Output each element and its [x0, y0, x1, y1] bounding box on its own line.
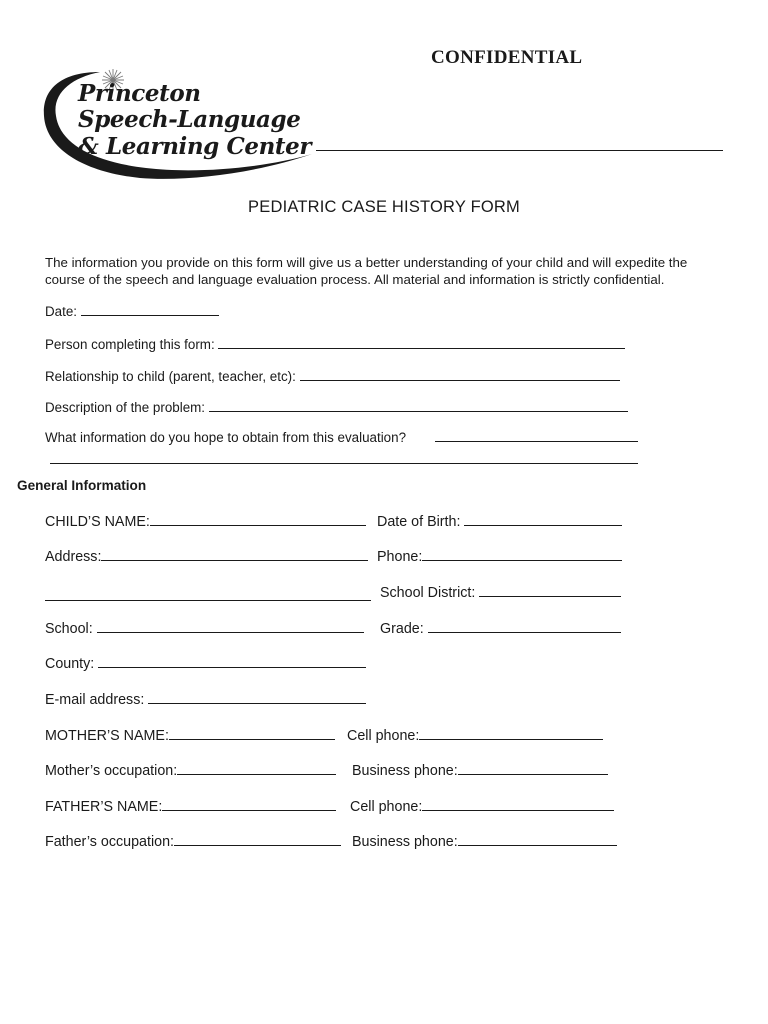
mothers-name-field: [45, 727, 335, 745]
mothers-occupation-blank[interactable]: [177, 762, 336, 775]
phone-label: Phone:: [377, 549, 423, 565]
mother-business-phone-field: [352, 762, 608, 780]
person-completing-blank[interactable]: [218, 336, 625, 349]
address-label: Address:: [45, 549, 102, 565]
form-title: PEDIATRIC CASE HISTORY FORM: [248, 198, 520, 216]
grade-blank[interactable]: [428, 620, 621, 633]
county-field: [45, 655, 366, 673]
father-cell-phone-blank[interactable]: [422, 798, 614, 811]
school-district-label: School District:: [380, 585, 476, 601]
father-cell-phone-field: [350, 798, 614, 816]
father-business-phone-field: [352, 833, 617, 851]
intro-paragraph: [45, 254, 735, 288]
childs-name-label: CHILD’S NAME:: [45, 514, 150, 530]
school-label: School:: [45, 621, 93, 637]
center-logo: [40, 68, 330, 184]
grade-label: Grade:: [380, 621, 424, 637]
relationship-blank[interactable]: [300, 368, 620, 381]
description-blank[interactable]: [209, 399, 628, 412]
phone-field: [377, 548, 622, 566]
fathers-occupation-label: Father’s occupation:: [45, 834, 175, 850]
father-business-phone-label: Business phone:: [352, 834, 458, 850]
intro-line1: The information you provide on this form will give us a better understanding of your child and will expedite the: [45, 255, 688, 270]
mother-business-phone-blank[interactable]: [458, 762, 608, 775]
school-blank[interactable]: [97, 620, 364, 633]
logo-text-line3: & Learning Center: [78, 133, 312, 160]
date-label: Date:: [45, 304, 78, 319]
fathers-name-blank[interactable]: [162, 798, 336, 811]
mother-cell-phone-label: Cell phone:: [347, 728, 420, 744]
email-blank[interactable]: [148, 691, 366, 704]
hope-to-obtain-blank-line2[interactable]: [50, 463, 638, 464]
fathers-occupation-blank[interactable]: [174, 833, 341, 846]
logo-text-line1: Princeton: [78, 80, 201, 107]
fathers-name-field: [45, 798, 336, 816]
phone-blank[interactable]: [422, 548, 622, 561]
date-of-birth-blank[interactable]: [464, 513, 622, 526]
date-field: [45, 303, 219, 320]
hope-to-obtain-label: What information do you hope to obtain from this evaluation?: [45, 430, 407, 445]
email-label: E-mail address:: [45, 692, 145, 708]
relationship-field: [45, 368, 620, 385]
childs-name-blank[interactable]: [150, 513, 366, 526]
description-field: [45, 399, 628, 416]
county-label: County:: [45, 656, 95, 672]
school-field: [45, 620, 364, 638]
person-completing-label: Person completing this form:: [45, 337, 215, 352]
county-blank[interactable]: [98, 655, 366, 668]
mother-cell-phone-blank[interactable]: [419, 727, 603, 740]
confidential-label: CONFIDENTIAL: [431, 47, 583, 68]
intro-line2: course of the speech and language evaluation process. All material and information is strictly confidential.: [45, 272, 665, 287]
relationship-label: Relationship to child (parent, teacher, etc):: [45, 369, 296, 384]
mothers-occupation-label: Mother’s occupation:: [45, 763, 178, 779]
grade-field: [380, 620, 621, 638]
school-district-field: [380, 584, 621, 602]
mothers-occupation-field: [45, 762, 336, 780]
date-of-birth-field: [377, 513, 622, 531]
address-blank-line2[interactable]: [45, 600, 371, 601]
hope-to-obtain-field: [45, 430, 406, 446]
fathers-occupation-field: [45, 833, 341, 851]
logo-text-line2: Speech-Language: [78, 106, 301, 133]
fathers-name-label: FATHER’S NAME:: [45, 799, 163, 815]
address-blank[interactable]: [101, 548, 368, 561]
date-of-birth-label: Date of Birth:: [377, 514, 461, 530]
hope-to-obtain-blank[interactable]: [435, 441, 638, 442]
mothers-name-blank[interactable]: [169, 727, 335, 740]
school-district-blank[interactable]: [479, 584, 621, 597]
father-business-phone-blank[interactable]: [458, 833, 617, 846]
mother-cell-phone-field: [347, 727, 603, 745]
mothers-name-label: MOTHER’S NAME:: [45, 728, 169, 744]
mother-business-phone-label: Business phone:: [352, 763, 458, 779]
father-cell-phone-label: Cell phone:: [350, 799, 423, 815]
date-blank[interactable]: [81, 303, 219, 316]
childs-name-field: [45, 513, 366, 531]
general-information-heading: General Information: [17, 478, 147, 493]
address-field: [45, 548, 368, 566]
description-label: Description of the problem:: [45, 400, 206, 415]
header-rule: [316, 150, 723, 151]
email-field: [45, 691, 366, 709]
person-completing-field: [45, 336, 625, 353]
